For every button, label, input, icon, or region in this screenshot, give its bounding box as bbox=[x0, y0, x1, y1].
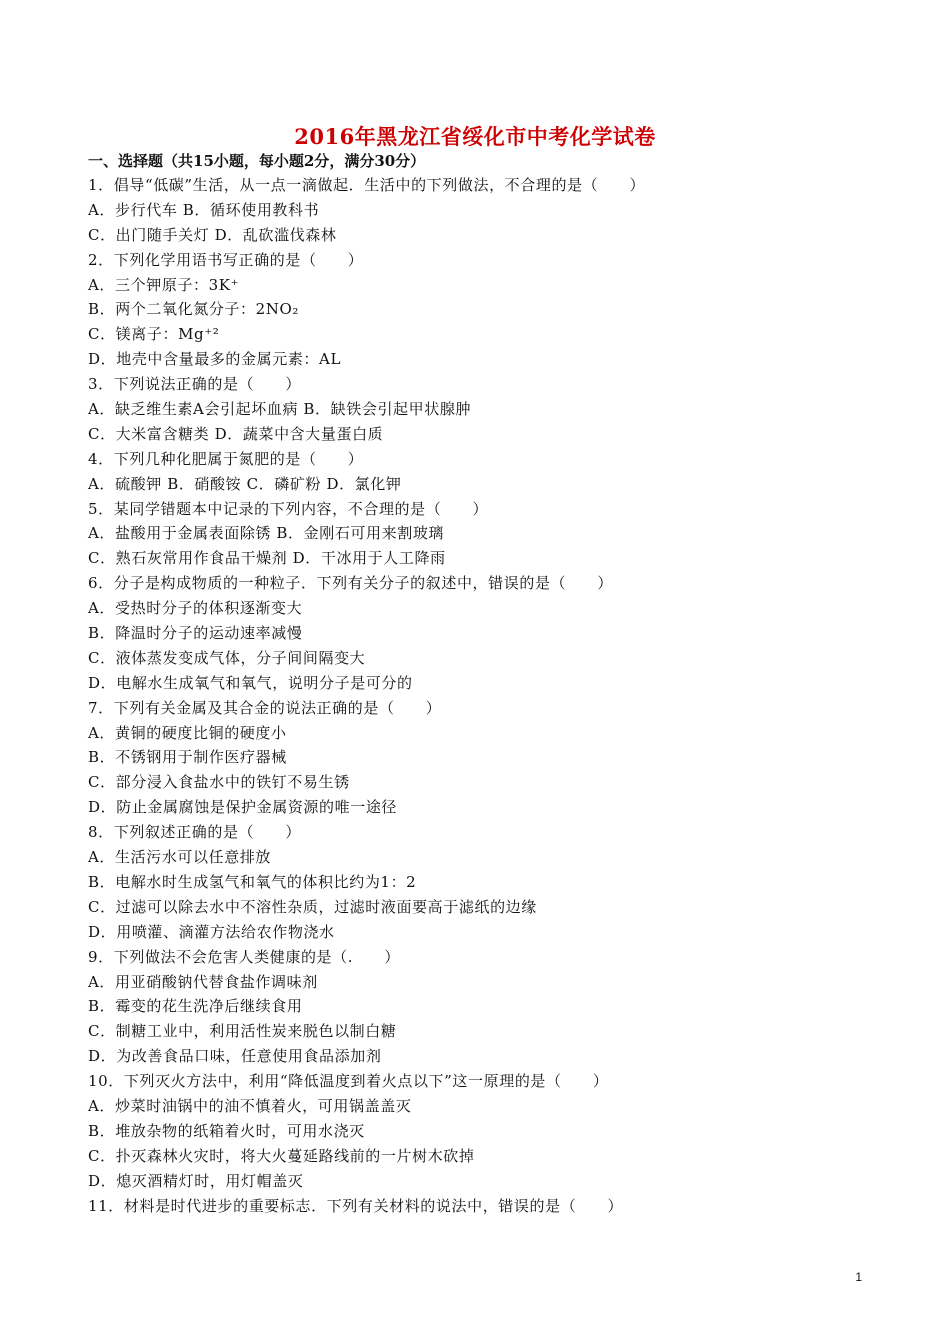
text-line: 3．下列说法正确的是（ ） bbox=[88, 375, 301, 394]
text-line: C．部分浸入食盐水中的铁钉不易生锈 bbox=[88, 773, 350, 792]
text-line: A．缺乏维生素A会引起坏血病 B．缺铁会引起甲状腺肿 bbox=[88, 400, 472, 419]
text-line: A．步行代车 B．循环使用教科书 bbox=[88, 200, 320, 219]
text-line: C．镁离子：Mg⁺² bbox=[88, 325, 220, 344]
text-line: B．霉变的花生洗净后继续食用 bbox=[88, 997, 303, 1016]
text-line: 1．倡导“低碳”生活，从一点一滴做起．生活中的下列做法，不合理的是（ ） bbox=[88, 176, 646, 194]
text-line: A．用亚硝酸钠代替食盐作调味剂 bbox=[88, 972, 318, 991]
text-line: C．扑灭森林火灾时，将大火蔓延路线前的一片树木砍掉 bbox=[88, 1146, 475, 1165]
text-line: A．炒菜时油锅中的油不慎着火，可用锅盖盖灭 bbox=[88, 1096, 412, 1115]
text-line: 5．某同学错题本中记录的下列内容，不合理的是（ ） bbox=[88, 499, 489, 518]
text-line: B．堆放杂物的纸箱着火时，可用水浇灭 bbox=[88, 1121, 365, 1140]
text-line: 11．材料是时代进步的重要标志．下列有关材料的说法中，错误的是（ ） bbox=[88, 1196, 624, 1215]
text-line: B．两个二氧化氮分子：2NO₂ bbox=[88, 300, 300, 319]
text-line: B．电解水时生成氢气和氧气的体积比约为1：2 bbox=[88, 872, 417, 891]
text-line: D．熄灭酒精灯时，用灯帽盖灭 bbox=[88, 1171, 304, 1190]
text-line: 6．分子是构成物质的一种粒子．下列有关分子的叙述中，错误的是（ ） bbox=[88, 574, 613, 593]
text-line: C．熟石灰常用作食品干燥剂 D．干冰用于人工降雨 bbox=[88, 549, 446, 568]
text-line: D．电解水生成氧气和氧气，说明分子是可分的 bbox=[88, 673, 413, 692]
text-line: C．大米富含糖类 D．蔬菜中含大量蛋白质 bbox=[88, 424, 384, 443]
text-line: 7．下列有关金属及其合金的说法正确的是（ ） bbox=[88, 698, 442, 717]
text-line: D．地壳中含量最多的金属元素：AL bbox=[88, 350, 342, 369]
text-line: D．用喷灌、滴灌方法给农作物浇水 bbox=[88, 922, 335, 941]
text-line: C．出门随手关灯 D．乱砍滥伐森林 bbox=[88, 225, 337, 244]
page-number: 1 bbox=[855, 1270, 862, 1284]
question-list bbox=[88, 173, 888, 1218]
text-line: 4．下列几种化肥属于氮肥的是（ ） bbox=[88, 449, 364, 468]
text-line: 10．下列灭火方法中，利用“降低温度到着火点以下”这一原理的是（ ） bbox=[88, 1072, 609, 1091]
text-line: D．防止金属腐蚀是保护金属资源的唯一途径 bbox=[88, 798, 398, 817]
text-line: A．受热时分子的体积逐渐变大 bbox=[88, 599, 303, 618]
text-line: C．过滤可以除去水中不溶性杂质，过滤时液面要高于滤纸的边缘 bbox=[88, 897, 537, 916]
text-line: B．降温时分子的运动速率减慢 bbox=[88, 624, 303, 643]
section-heading: 一、选择题（共15小题，每小题2分，满分30分） bbox=[88, 152, 426, 170]
text-line: A．三个钾原子：3K⁺ bbox=[88, 275, 240, 294]
text-line: A．黄铜的硬度比铜的硬度小 bbox=[88, 723, 287, 742]
text-line: D．为改善食品口味，任意使用食品添加剂 bbox=[88, 1047, 382, 1066]
text-line: A．硫酸钾 B．硝酸铵 C．磷矿粉 D．氯化钾 bbox=[88, 474, 402, 493]
text-line: B．不锈钢用于制作医疗器械 bbox=[88, 748, 287, 767]
text-line: C．液体蒸发变成气体，分子间间隔变大 bbox=[88, 648, 366, 667]
text-line: A．盐酸用于金属表面除锈 B．金刚石可用来割玻璃 bbox=[88, 524, 445, 543]
text-line: 8．下列叙述正确的是（ ） bbox=[88, 823, 301, 842]
text-line: 9．下列做法不会危害人类健康的是（. ） bbox=[88, 947, 400, 966]
text-line: 2．下列化学用语书写正确的是（ ） bbox=[88, 250, 364, 269]
page-title: 2016年黑龙江省绥化市中考化学试卷 bbox=[294, 124, 656, 149]
text-line: C．制糖工业中，利用活性炭来脱色以制白糖 bbox=[88, 1022, 397, 1041]
text-line: A．生活污水可以任意排放 bbox=[88, 848, 272, 867]
